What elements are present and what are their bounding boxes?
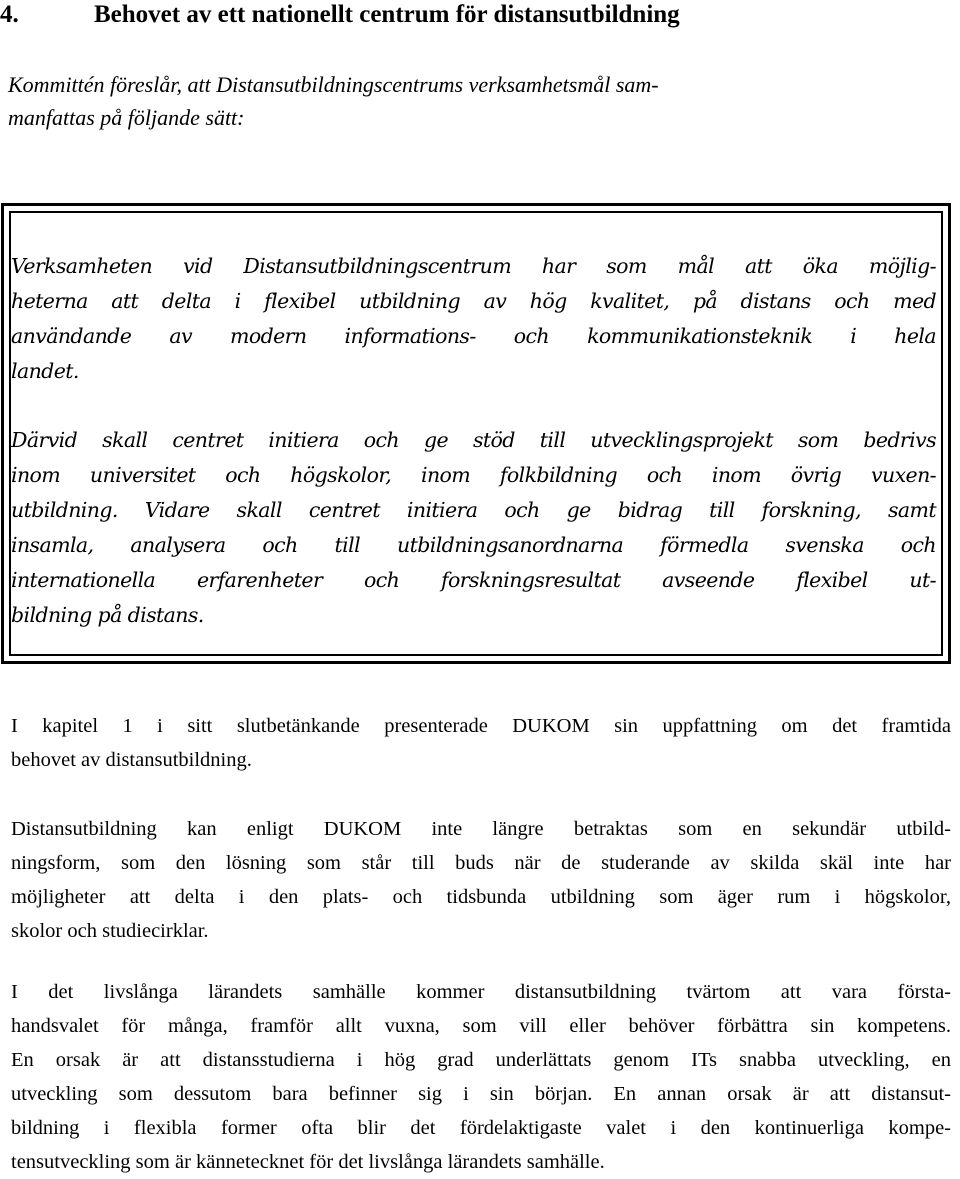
body-line: ningsform, som den lösning som står till buds när de studerande av skilda skäl inte har bbox=[11, 852, 951, 874]
goal-paragraph-1 bbox=[11, 249, 936, 389]
body-paragraph-dukom-report bbox=[11, 709, 951, 777]
section-number: 4. bbox=[0, 1, 19, 28]
body-line: möjligheter att delta i den plats- och tidsbunda utbildning som äger rum i högskolor, bbox=[11, 886, 951, 908]
body-line: bildning i flexibla former ofta blir det fördelaktigaste valet i den kontinuerliga kompe- bbox=[11, 1117, 951, 1139]
body-line: behovet av distansutbildning. bbox=[11, 749, 252, 771]
section-heading bbox=[0, 0, 940, 30]
goal-line: internationella erfarenheter och forskningsresultat avseende flexibel ut- bbox=[11, 568, 936, 592]
body-line: handsvalet för många, framför allt vuxna, som vill eller behöver förbättra sin kompetens. bbox=[11, 1015, 951, 1037]
body-line: skolor och studiecirklar. bbox=[11, 920, 209, 942]
body-line: Distansutbildning kan enligt DUKOM inte längre betraktas som en sekundär utbild- bbox=[11, 818, 951, 840]
body-line: En orsak är att distansstudierna i hög grad underlättats genom ITs snabba utveckling, en bbox=[11, 1049, 951, 1071]
body-line: I det livslånga lärandets samhälle kommer distansutbildning tvärtom att vara första- bbox=[11, 981, 951, 1003]
goal-line: heterna att delta i flexibel utbildning av hög kvalitet, på distans och med bbox=[11, 289, 936, 313]
section-title: Behovet av ett nationellt centrum för distansutbildning bbox=[94, 1, 680, 28]
body-paragraph-lifelong-learning bbox=[11, 975, 951, 1179]
goal-box-text bbox=[11, 249, 936, 633]
goal-line: landet. bbox=[11, 359, 79, 383]
goal-line: insamla, analysera och till utbildningsanordnarna förmedla svenska och bbox=[11, 533, 936, 557]
goal-line: Därvid skall centret initiera och ge stöd till utvecklingsprojekt som bedrivs bbox=[11, 428, 936, 452]
goal-line: utbildning. Vidare skall centret initiera och ge bidrag till forskning, samt bbox=[11, 498, 936, 522]
goal-line: Verksamheten vid Distansutbildningscentrum har som mål att öka möjlig- bbox=[11, 254, 936, 278]
goal-paragraph-2 bbox=[11, 423, 936, 633]
body-line: I kapitel 1 i sitt slutbetänkande presenterade DUKOM sin uppfattning om det framtida bbox=[11, 715, 951, 737]
body-line: utveckling som dessutom bara befinner sig i sin början. En annan orsak är att distansut- bbox=[11, 1083, 951, 1105]
body-paragraph-distance-education bbox=[11, 812, 951, 948]
body-line: tensutveckling som är kännetecknet för det livslånga lärandets samhälle. bbox=[11, 1151, 605, 1173]
intro-line: Kommittén föreslår, att Distansutbildningscentrums verksamhetsmål sam- bbox=[8, 72, 659, 97]
goal-line: användande av modern informations- och kommunikationsteknik i hela bbox=[11, 324, 936, 348]
goal-line: bildning på distans. bbox=[11, 603, 204, 627]
goal-line: inom universitet och högskolor, inom folkbildning och inom övrig vuxen- bbox=[11, 463, 936, 487]
intro-paragraph bbox=[8, 68, 948, 134]
intro-line: manfattas på följande sätt: bbox=[8, 105, 245, 130]
